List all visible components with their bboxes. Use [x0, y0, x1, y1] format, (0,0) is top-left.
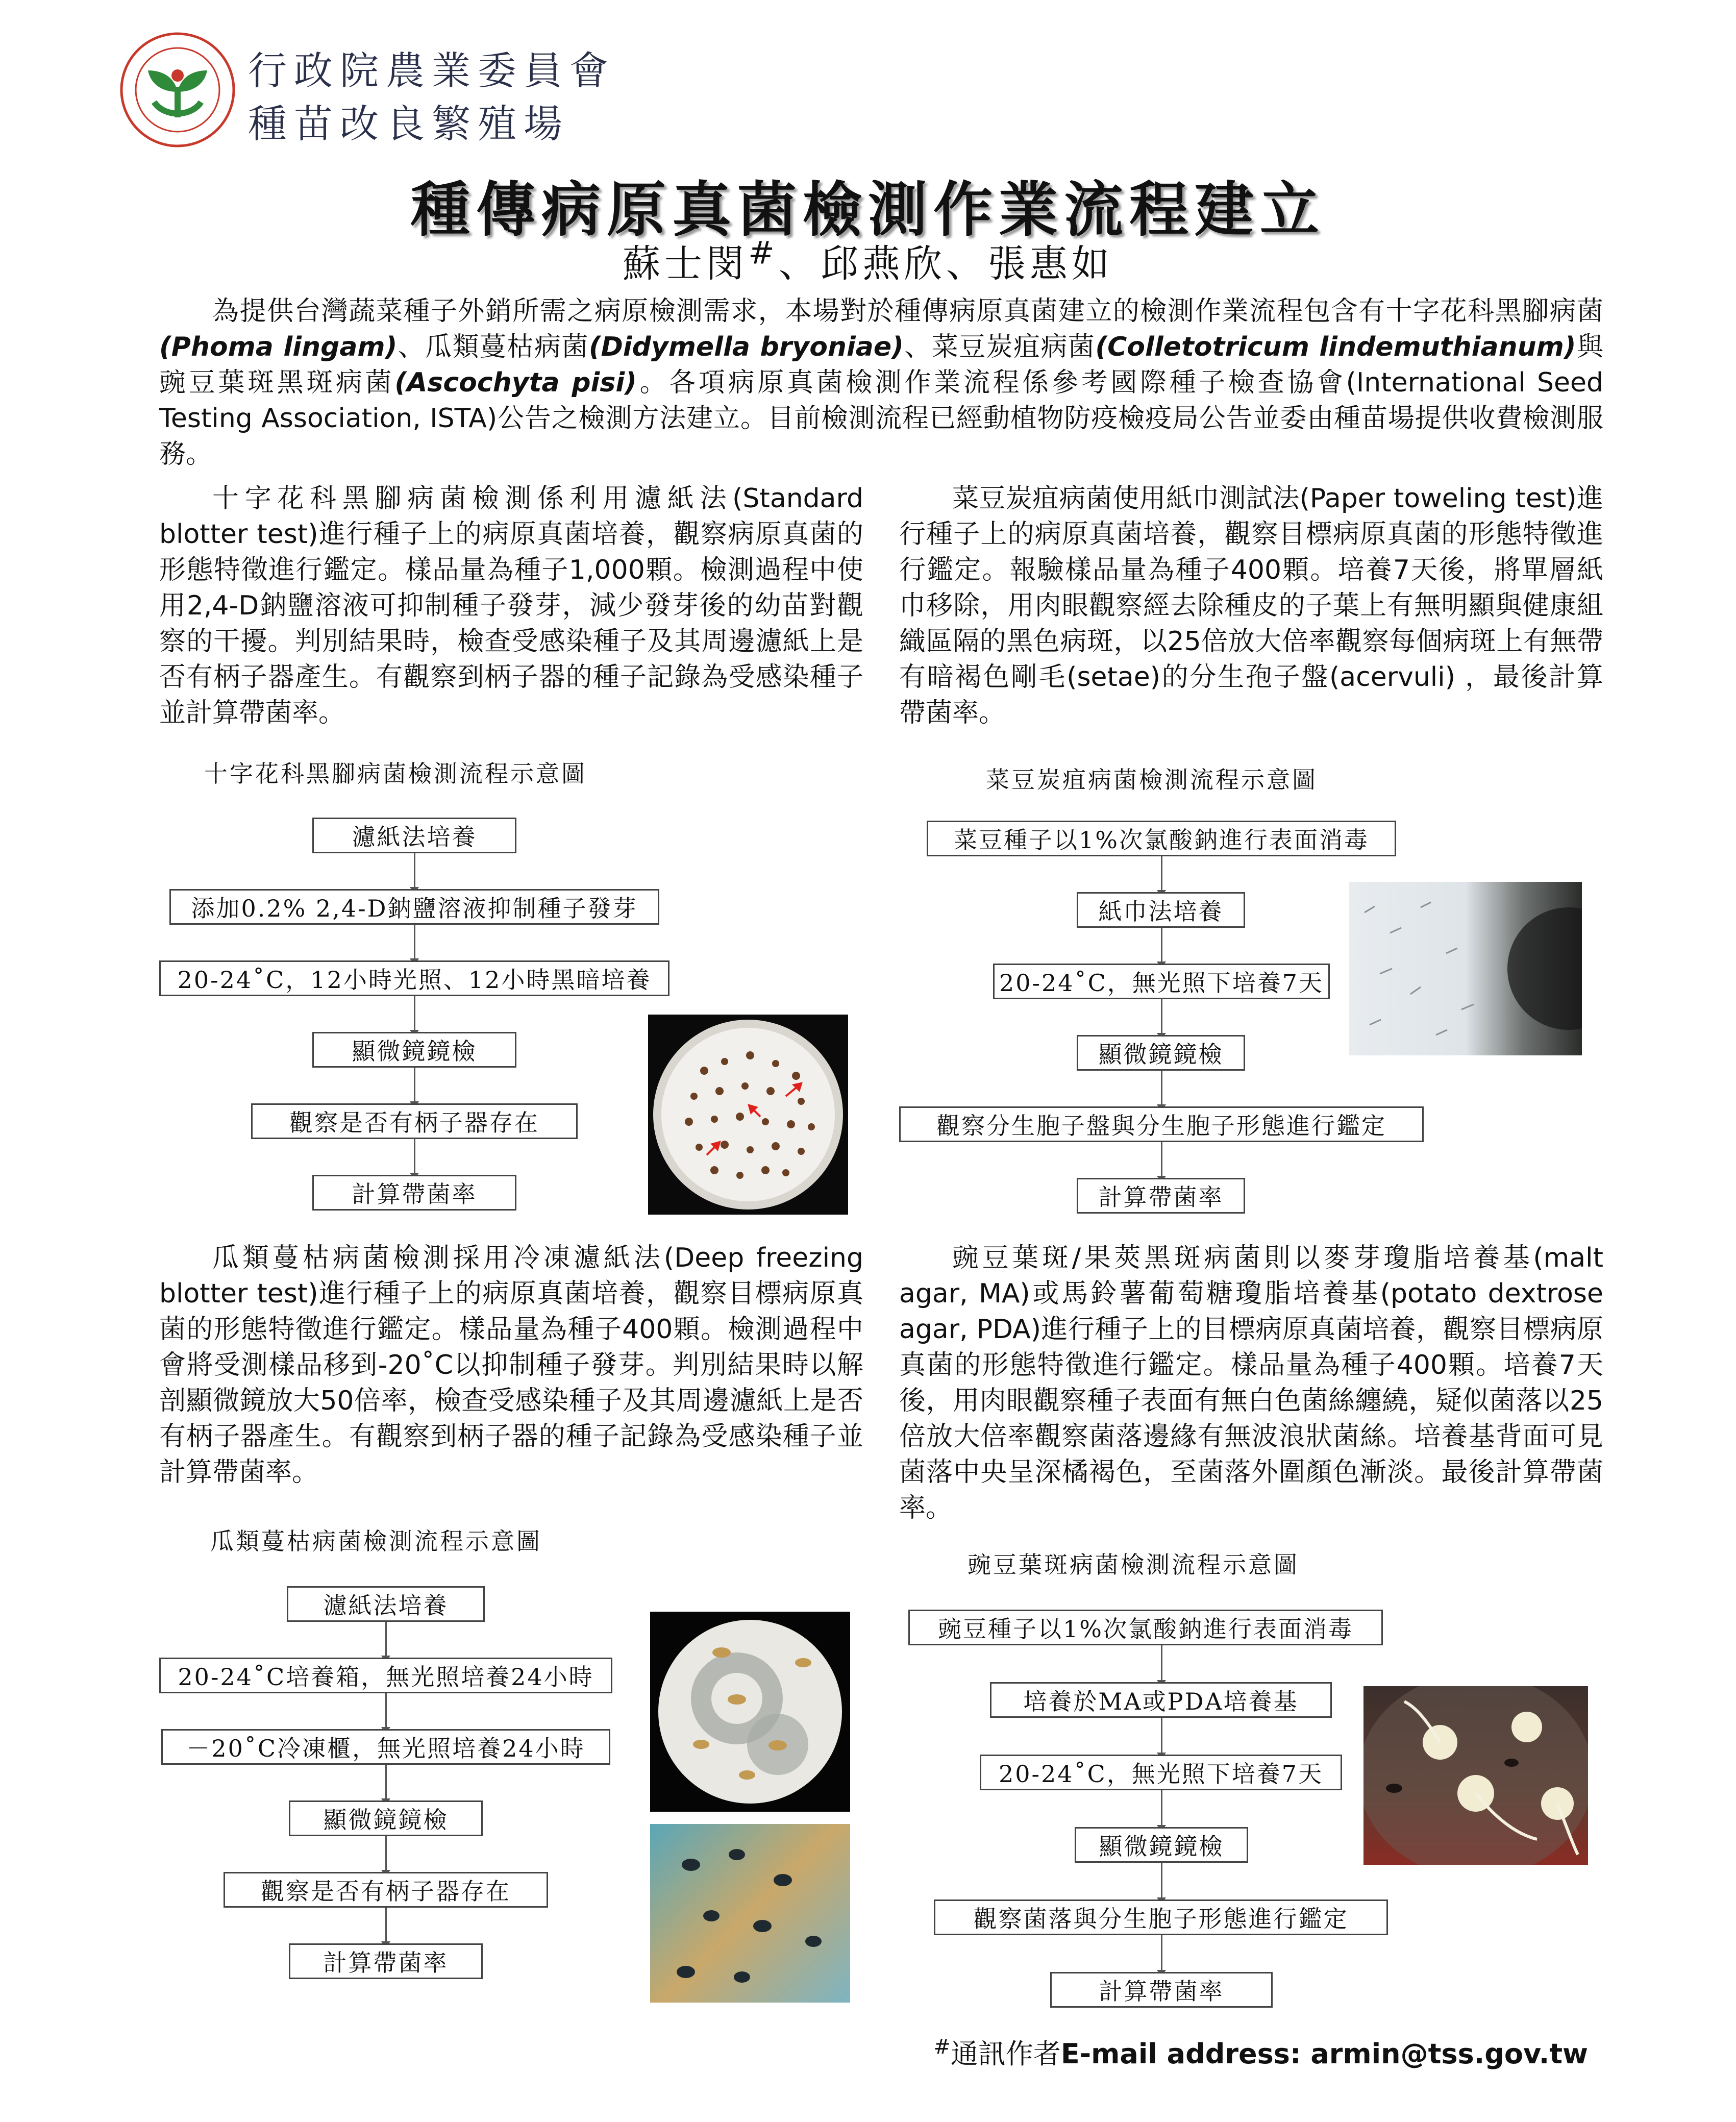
didymella-paragraph: 瓜類蔓枯病菌檢測採用冷凍濾紙法(Deep freezing blotter test)進行種子上的病原真菌培養，觀察目標病原真菌的形態特徵進行鑑定。樣品量為種子400顆。檢測過程中會將受測樣品移到-20˚C以抑制種子發芽。判別結果時以解剖顯微鏡放大50倍率，檢查受感染種子及其周邊濾紙上是否有柄子器產生。有觀察到柄子器的種子記錄為受感染種子並計算帶菌率。 [159, 1243, 863, 1488]
didymella-step-6: 計算帶菌率 [289, 1943, 483, 1979]
corresponding-mark: # [748, 234, 779, 272]
colletotrichum-paragraph: 菜豆炭疽病菌使用紙巾測試法(Paper toweling test)進行種子上的病原真菌培養，觀察目標病原真菌的形態特徵進行鑑定。報驗樣品量為種子400顆。培養7天後，將單層紙巾移除，用肉眼觀察經去除種皮的子葉上有無明顯與健康組織區隔的黑色病斑，以25倍放大倍率觀察每個病斑上有無帶有暗褐色剛毛(setae)的分生孢子盤(acervuli) ，最後計算帶菌率。 [899, 483, 1603, 728]
species-phoma: (Phoma lingam) [159, 332, 398, 362]
footer-label: 通訊作者 [950, 2038, 1061, 2070]
colletotrichum-step-5: 觀察分生胞子盤與分生胞子形態進行鑑定 [899, 1106, 1424, 1142]
intro-text-4: 與豌豆葉斑黑斑病菌 [159, 332, 1603, 398]
ascochyta-step-2: 培養於MA或PDA培養基 [990, 1682, 1332, 1718]
colletotrichum-flow-caption: 菜豆炭疽病菌檢測流程示意圖 [986, 766, 1318, 794]
phoma-flow-caption: 十字花科黑腳病菌檢測流程示意圖 [204, 760, 587, 787]
intro-text-3: 、菜豆炭疽病菌 [903, 332, 1096, 362]
colletotrichum-step-4: 顯微鏡鏡檢 [1077, 1035, 1245, 1071]
didymella-step-5: 觀察是否有柄子器存在 [224, 1872, 548, 1908]
species-colletotricum: (Colletotricum lindemuthianum) [1095, 332, 1576, 362]
colletotrichum-step-6: 計算帶菌率 [1077, 1178, 1245, 1214]
colletotrichum-step-2: 紙巾法培養 [1077, 892, 1245, 928]
footer-mark: # [933, 2035, 951, 2059]
footer-contact [933, 2032, 1588, 2071]
phoma-step-3: 20-24˚C，12小時光照、12小時黑暗培養 [159, 960, 669, 996]
ascochyta-step-4: 顯微鏡鏡檢 [1075, 1827, 1248, 1863]
ascochyta-step-1: 豌豆種子以1%次氯酸鈉進行表面消毒 [908, 1610, 1383, 1645]
phoma-step-6: 計算帶菌率 [312, 1175, 516, 1211]
ascochyta-paragraph: 豌豆葉斑/果莢黑斑病菌則以麥芽瓊脂培養基(malt agar, MA)或馬鈴薯葡萄糖瓊脂培養基(potato dextrose agar, PDA)進行種子上的目標病原真菌培養，觀察目標病原真菌的形態特徵進行鑑定。樣品量為種子400顆。培養7天後，用肉眼觀察種子表面有無白色菌絲纏繞，疑似菌落以25倍放大倍率觀察菌落邊緣有無波浪狀菌絲。培養基背面可見菌落中央呈深橘褐色，至菌落外圍顏色漸淡。最後計算帶菌率。 [899, 1243, 1603, 1523]
phoma-step-4: 顯微鏡鏡檢 [312, 1032, 516, 1068]
didymella-step-3: －20˚C冷凍櫃，無光照培養24小時 [161, 1729, 610, 1765]
intro-text-5: 。各項病原真菌檢測作業流程係參考國際種子檢查協會(International Seed Testing Association, ISTA)公告之檢測方法建立。目前檢測流程已經動植物防疫檢疫局公告並委由種苗場提供收費檢測服務。 [159, 367, 1603, 470]
org-name-line2: 種苗改良繁殖場 [248, 101, 569, 146]
footer-email: E-mail address: armin@tss.gov.tw [1060, 2038, 1588, 2070]
authors [0, 234, 1736, 288]
phoma-step-2: 添加0.2% 2,4-D鈉鹽溶液抑制種子發芽 [169, 889, 659, 925]
species-ascochyta: (Ascochyta pisi) [394, 367, 637, 398]
colletotrichum-step-1: 菜豆種子以1%次氯酸鈉進行表面消毒 [927, 821, 1396, 856]
org-name-line1: 行政院農業委員會 [248, 48, 615, 93]
phoma-petri-photo [648, 1015, 848, 1215]
phoma-step-1: 濾紙法培養 [312, 818, 516, 853]
didymella-flow-caption: 瓜類蔓枯病菌檢測流程示意圖 [210, 1527, 542, 1555]
intro-text-1: 為提供台灣蔬菜種子外銷所需之病原檢測需求，本場對於種傳病原真菌建立的檢測作業流程包含有十字花科黑腳病菌 [212, 296, 1603, 327]
intro-paragraph [159, 293, 1603, 472]
page-title: 種傳病原真菌檢測作業流程建立 [411, 176, 1325, 244]
colletotrichum-micro-photo [1349, 882, 1582, 1055]
logo [118, 31, 237, 149]
didymella-petri-photo [650, 1612, 850, 1812]
species-didymella: (Didymella bryoniae) [588, 332, 904, 362]
phoma-paragraph: 十字花科黑腳病菌檢測係利用濾紙法(Standard blotter test)進行種子上的病原真菌培養，觀察病原真菌的形態特徵進行鑑定。樣品量為種子1,000顆。檢測過程中使用2,4-D鈉鹽溶液可抑制種子發芽，減少發芽後的幼苗對觀察的干擾。判別結果時，檢查受感染種子及其周邊濾紙上是否有柄子器產生。有觀察到柄子器的種子記錄為受感染種子並計算帶菌率。 [159, 483, 863, 728]
didymella-micro-photo [650, 1824, 850, 2003]
didymella-step-4: 顯微鏡鏡檢 [289, 1800, 483, 1836]
author-main: 蘇士閔 [623, 242, 749, 286]
didymella-step-1: 濾紙法培養 [287, 1586, 485, 1622]
intro-text-2: 、瓜類蔓枯病菌 [397, 332, 589, 362]
ascochyta-step-3: 20-24˚C，無光照下培養7天 [980, 1755, 1342, 1790]
colletotrichum-step-3: 20-24˚C，無光照下培養7天 [993, 964, 1330, 999]
author-others: 、邱燕欣、張惠如 [778, 242, 1113, 286]
ascochyta-seed-photo [1363, 1686, 1588, 1865]
ascochyta-step-6: 計算帶菌率 [1050, 1972, 1273, 2008]
didymella-step-2: 20-24˚C培養箱，無光照培養24小時 [159, 1658, 612, 1693]
phoma-step-5: 觀察是否有柄子器存在 [251, 1103, 578, 1139]
ascochyta-step-5: 觀察菌落與分生胞子形態進行鑑定 [934, 1899, 1388, 1935]
ascochyta-flow-caption: 豌豆葉斑病菌檢測流程示意圖 [968, 1551, 1299, 1578]
